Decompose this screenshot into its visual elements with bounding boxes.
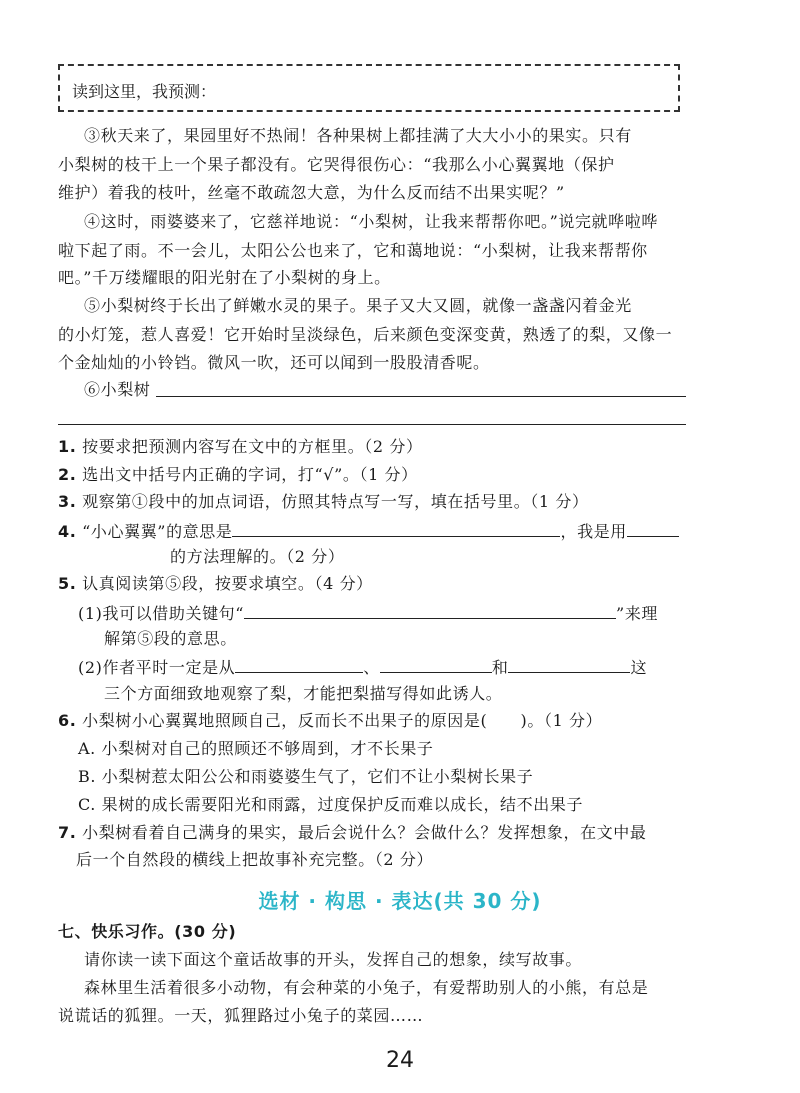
question-5: [58, 574, 373, 594]
q6-option-b[interactable]: B. 小梨树惹太阳公公和雨婆婆生气了，它们不让小梨树长果子: [78, 767, 534, 786]
p6-answer-line-1[interactable]: [156, 396, 686, 397]
q5-sub1-text-c: 解第⑤段的意思。: [104, 629, 237, 648]
question-6: [58, 711, 602, 731]
question-2-text: 选出文中括号内正确的字词，打“√”。（1 分）: [82, 465, 418, 484]
q5-sub2-text-a: (2)作者平时一定是从: [78, 658, 236, 677]
q5-aspect-blank-1[interactable]: [235, 656, 363, 673]
question-4-number: 4.: [58, 522, 77, 541]
question-7-line1: 小梨树看着自己满身的果实，最后会说什么？会做什么？发挥想象，在文中最: [82, 823, 647, 842]
passage-p3-line2: 小梨树的枝干上一个果子都没有。它哭得很伤心：“我那么小心翼翼地（保护: [58, 155, 615, 174]
question-2-number: 2.: [58, 465, 77, 484]
question-2: [58, 465, 418, 485]
story-line-2: 说谎话的狐狸。一天，狐狸路过小兔子的菜园……: [58, 1006, 424, 1025]
q5-sub2-text-c: 和: [491, 658, 509, 677]
passage-p4-line3: 吧。”千万缕耀眼的阳光射在了小梨树的身上。: [58, 268, 391, 287]
passage-p3-line3: 维护）着我的枝叶，丝毫不敢疏忽大意，为什么反而结不出果实呢？”: [58, 183, 565, 202]
passage-p6-lead: ⑥小梨树: [84, 380, 151, 399]
question-4-text-c: 的方法理解的。（2 分）: [170, 547, 345, 566]
question-1-text: 按要求把预测内容写在文中的方框里。（2 分）: [82, 437, 423, 456]
question-5-sub2: [78, 656, 647, 678]
question-1: [58, 437, 423, 457]
q5-key-sentence-blank[interactable]: [244, 602, 616, 619]
question-4-text-a: “小心翼翼”的意思是: [82, 522, 233, 541]
question-4-text-b: ，我是用: [560, 522, 627, 541]
question-3-text: 观察第①段中的加点词语，仿照其特点写一写，填在括号里。（1 分）: [82, 492, 589, 511]
question-6-number: 6.: [58, 711, 77, 730]
question-5-sub1: [78, 602, 658, 624]
q4-meaning-blank[interactable]: [232, 520, 560, 537]
question-7-number: 7.: [58, 823, 77, 842]
question-3: [58, 492, 589, 512]
question-7-line2: 后一个自然段的横线上把故事补充完整。（2 分）: [76, 850, 434, 869]
question-6-text: 小梨树小心翼翼地照顾自己，反而长不出果子的原因是( )。（1 分）: [82, 711, 603, 730]
passage-p4-line2: 啦下起了雨。不一会儿，太阳公公也来了，它和蔼地说：“小梨树，让我来帮帮你: [58, 241, 648, 260]
question-7: [58, 823, 647, 843]
q5-sub1-text-a: (1)我可以借助关键句“: [78, 604, 245, 623]
q5-aspect-blank-3[interactable]: [508, 656, 630, 673]
q5-sub2-text-d: 这: [630, 658, 648, 677]
q6-option-c[interactable]: C. 果树的成长需要阳光和雨露，过度保护反而难以成长，结不出果子: [78, 795, 584, 814]
prediction-label: 读到这里，我预测：: [72, 82, 217, 101]
writing-instruction: 请你读一读下面这个童话故事的开头，发挥自己的想象，续写故事。: [84, 950, 583, 969]
q5-sub2-text-e: 三个方面细致地观察了梨，才能把梨描写得如此诱人。: [104, 684, 503, 703]
q5-sub2-text-b: 、: [363, 658, 380, 677]
q6-option-a[interactable]: A. 小梨树对自己的照顾还不够周到，才不长果子: [78, 739, 434, 758]
writing-heading: 七、快乐习作。(30 分): [58, 922, 237, 941]
q4-method-blank[interactable]: [627, 520, 679, 537]
passage-p4-line1: ④这时，雨婆婆来了，它慈祥地说：“小梨树，让我来帮帮你吧。”说完就哗啦哗: [84, 212, 658, 231]
passage-p5-line1: ⑤小梨树终于长出了鲜嫩水灵的果子。果子又大又圆，就像一盏盏闪着金光: [84, 296, 632, 315]
question-4: [58, 520, 679, 542]
question-5-text: 认真阅读第⑤段，按要求填空。（4 分）: [82, 574, 373, 593]
story-line-1: 森林里生活着很多小动物，有会种菜的小兔子，有爱帮助别人的小熊，有总是: [84, 978, 649, 997]
section-title: 选材 · 构思 · 表达(共 30 分): [258, 889, 542, 913]
q5-aspect-blank-2[interactable]: [380, 656, 492, 673]
question-3-number: 3.: [58, 492, 77, 511]
passage-p5-line3: 个金灿灿的小铃铛。微风一吹，还可以闻到一股股清香呢。: [58, 353, 490, 372]
q5-sub1-text-b: ”来理: [616, 604, 659, 623]
passage-p3-line1: ③秋天来了，果园里好不热闹！各种果树上都挂满了大大小小的果实。只有: [84, 126, 632, 145]
page-number: 24: [386, 1048, 414, 1073]
passage-p5-line2: 的小灯笼，惹人喜爱！它开始时呈淡绿色，后来颜色变深变黄，熟透了的梨，又像一: [58, 325, 673, 344]
p6-answer-line-2[interactable]: [58, 424, 686, 425]
question-5-number: 5.: [58, 574, 77, 593]
question-1-number: 1.: [58, 437, 77, 456]
prediction-box[interactable]: [58, 64, 680, 112]
